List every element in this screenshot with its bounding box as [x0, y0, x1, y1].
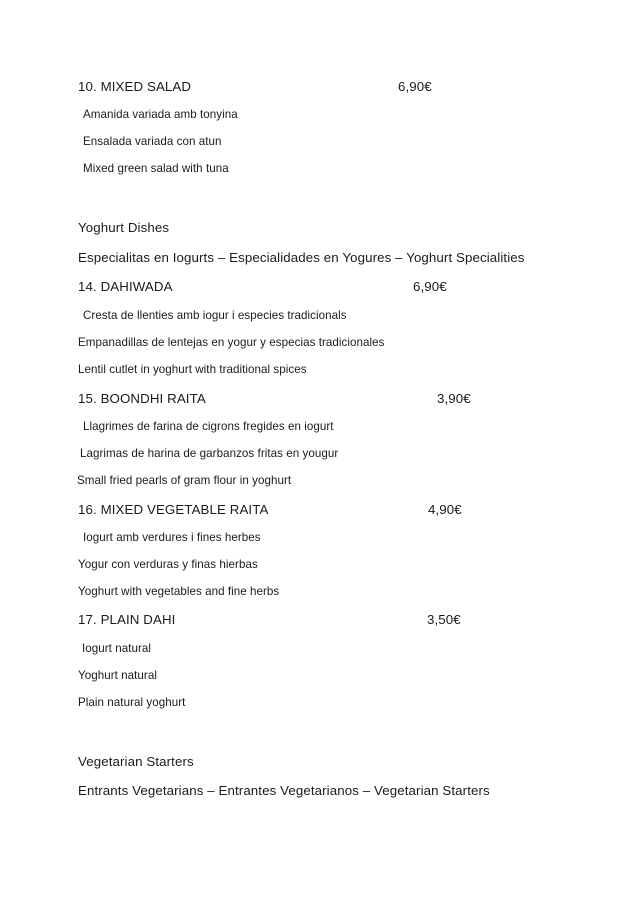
menu-item — [0, 278, 640, 376]
menu-item-title: 14. DAHIWADA — [78, 279, 173, 294]
menu-item-description-line: Lentil cutlet in yoghurt with traditional spices — [78, 363, 307, 376]
menu-item — [0, 78, 640, 175]
menu-item-description-line: Small fried pearls of gram flour in yoghurt — [77, 474, 292, 487]
menu-item-description-line: Yoghurt with vegetables and fine herbs — [78, 585, 280, 598]
menu-item-price: 6,90€ — [413, 279, 447, 294]
menu-item-title: 15. BOONDHI RAITA — [78, 391, 206, 406]
menu-item-header — [0, 501, 640, 525]
menu-item-description-line: Amanida variada amb tonyina — [83, 108, 238, 121]
menu-item-description-line: Lagrimas de harina de garbanzos fritas en yougur — [80, 447, 339, 460]
menu-item-title: 16. MIXED VEGETABLE RAITA — [78, 502, 269, 517]
menu-item-header — [0, 278, 640, 302]
menu-item — [0, 390, 640, 487]
section-subtitle-yoghurt-dishes: Especialitas en Iogurts – Especialidades en Yogures – Yoghurt Specialities — [78, 250, 525, 265]
section-heading-vegetarian-starters: Vegetarian Starters — [78, 754, 194, 769]
menu-item-description-line: Yoghurt natural — [78, 669, 157, 682]
section-subtitle-vegetarian-starters: Entrants Vegetarians – Entrantes Vegetarianos – Vegetarian Starters — [78, 783, 490, 798]
menu-item-header — [0, 390, 640, 414]
menu-item-price: 3,90€ — [437, 391, 471, 406]
menu-item — [0, 611, 640, 709]
menu-item-header — [0, 611, 640, 635]
menu-item — [0, 501, 640, 598]
menu-item-description-line: Yogur con verduras y finas hierbas — [78, 558, 258, 571]
menu-item-description-line: Iogurt amb verdures i fines herbes — [83, 531, 261, 544]
menu-item-description-line: Ensalada variada con atun — [83, 135, 222, 148]
section-heading-yoghurt-dishes: Yoghurt Dishes — [78, 220, 170, 235]
menu-item-price: 6,90€ — [398, 79, 432, 94]
menu-item-description-line: Llagrimes de farina de cigrons fregides en iogurt — [83, 420, 334, 433]
menu-item-title: 17. PLAIN DAHI — [78, 612, 176, 627]
menu-item-description-line: Plain natural yoghurt — [78, 696, 186, 709]
menu-item-description-line: Cresta de llenties amb iogur i especies tradicionals — [83, 309, 347, 322]
menu-item-description-line: Empanadillas de lentejas en yogur y especias tradicionales — [78, 336, 385, 349]
menu-item-description-line: Mixed green salad with tuna — [83, 162, 229, 175]
menu-item-description-line: Iogurt natural — [82, 642, 152, 655]
menu-item-price: 4,90€ — [428, 502, 462, 517]
menu-item-title: 10. MIXED SALAD — [78, 79, 192, 94]
menu-item-header — [0, 78, 640, 102]
menu-item-price: 3,50€ — [427, 612, 461, 627]
